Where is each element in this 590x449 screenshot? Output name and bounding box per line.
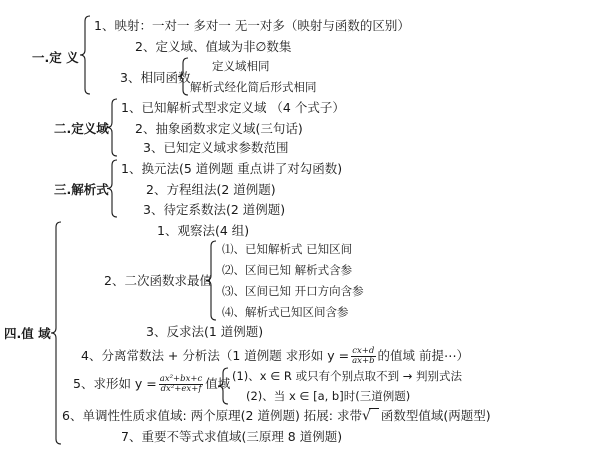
- square-root-bar: [369, 408, 379, 409]
- s4-item-5-fraction: [159, 375, 204, 394]
- section-2-title: 二.定义域: [54, 121, 109, 136]
- s4-item-2d: ⑷、解析式已知区间含参: [222, 305, 349, 319]
- s4-item-5b: (2)、当 x ∈ [a, b]时(三道例题): [246, 389, 411, 403]
- s4-item-3: 3、反求法(1 道例题): [146, 324, 264, 339]
- section-4-brace: [51, 222, 61, 444]
- s4-item-4-prefix: 4、分离常数法 + 分析法（1 道例题 求形如 y =: [81, 348, 350, 363]
- s4-item-5-denominator: dx²+ex+f: [160, 384, 202, 394]
- s2-item-1: 1、已知解析式型求定义域 （4 个式子）: [121, 100, 345, 115]
- section-4-title: 四.值 域: [4, 326, 51, 341]
- s4-item-5-prefix: 5、求形如 y =: [73, 376, 157, 391]
- s4-item-5-suffix: 值域: [205, 376, 231, 391]
- section-3-title: 三.解析式: [54, 182, 109, 197]
- s1-item-1: 1、映射：一对一 多对一 无一对多（映射与函数的区别）: [94, 18, 410, 33]
- s4-item-5a: (1)、x ∈ R 或只有个别点取不到 → 判别式法: [232, 369, 463, 383]
- s4-item-2c: ⑶、区间已知 开口方向含参: [222, 284, 364, 298]
- s4-item-4-denominator: ax+b: [352, 356, 375, 366]
- s4-item-4-numerator: cx+d: [352, 346, 375, 356]
- s4-item-6: [62, 408, 491, 424]
- s4-item-6-suffix: 函数型值域(两题型): [380, 408, 491, 423]
- s1-item-3b: 解析式经化简后形式相同: [190, 80, 317, 94]
- s4-item-2a: ⑴、已知解析式 已知区间: [222, 242, 353, 256]
- section-1-title: 一.定 义: [32, 50, 79, 65]
- s1-item-2: 2、定义域、值域为非∅数集: [135, 39, 292, 54]
- s1-item-3: 3、相同函数: [120, 70, 191, 85]
- s1-item-3a: 定义域相同: [212, 59, 270, 73]
- section-1-brace: [80, 16, 90, 94]
- s3-item-2: 2、方程组法(2 道例题): [146, 182, 276, 197]
- s4-item-4-fraction: [351, 347, 375, 366]
- s4-item-4-suffix: 的值域 前提⋯）: [377, 348, 470, 363]
- s2-item-3: 3、已知定义域求参数范围: [143, 140, 289, 155]
- s3-item-3: 3、待定系数法(2 道例题): [143, 202, 286, 217]
- s4-item-5: [73, 373, 230, 395]
- s4-item-1: 1、观察法(4 组): [157, 223, 250, 238]
- s3-item-1: 1、换元法(5 道例题 重点讲了对勾函数): [121, 161, 343, 176]
- s4-item-7: 7、重要不等式求值域(三原理 8 道例题): [121, 429, 343, 444]
- square-root-icon: √: [361, 408, 371, 424]
- s2-item-2: 2、抽象函数求定义域(三句话): [135, 121, 303, 136]
- s4-item-2b: ⑵、区间已知 解析式含参: [222, 263, 353, 277]
- s4-item-2: 2、二次函数求最值: [104, 273, 212, 288]
- s4-item-6-prefix: 6、单调性性质求值域: 两个原理(2 道例题) 拓展: 求带: [62, 408, 362, 423]
- s4-item-4: [81, 345, 469, 367]
- s4-item-5-numerator: ax²+bx+c: [159, 374, 203, 384]
